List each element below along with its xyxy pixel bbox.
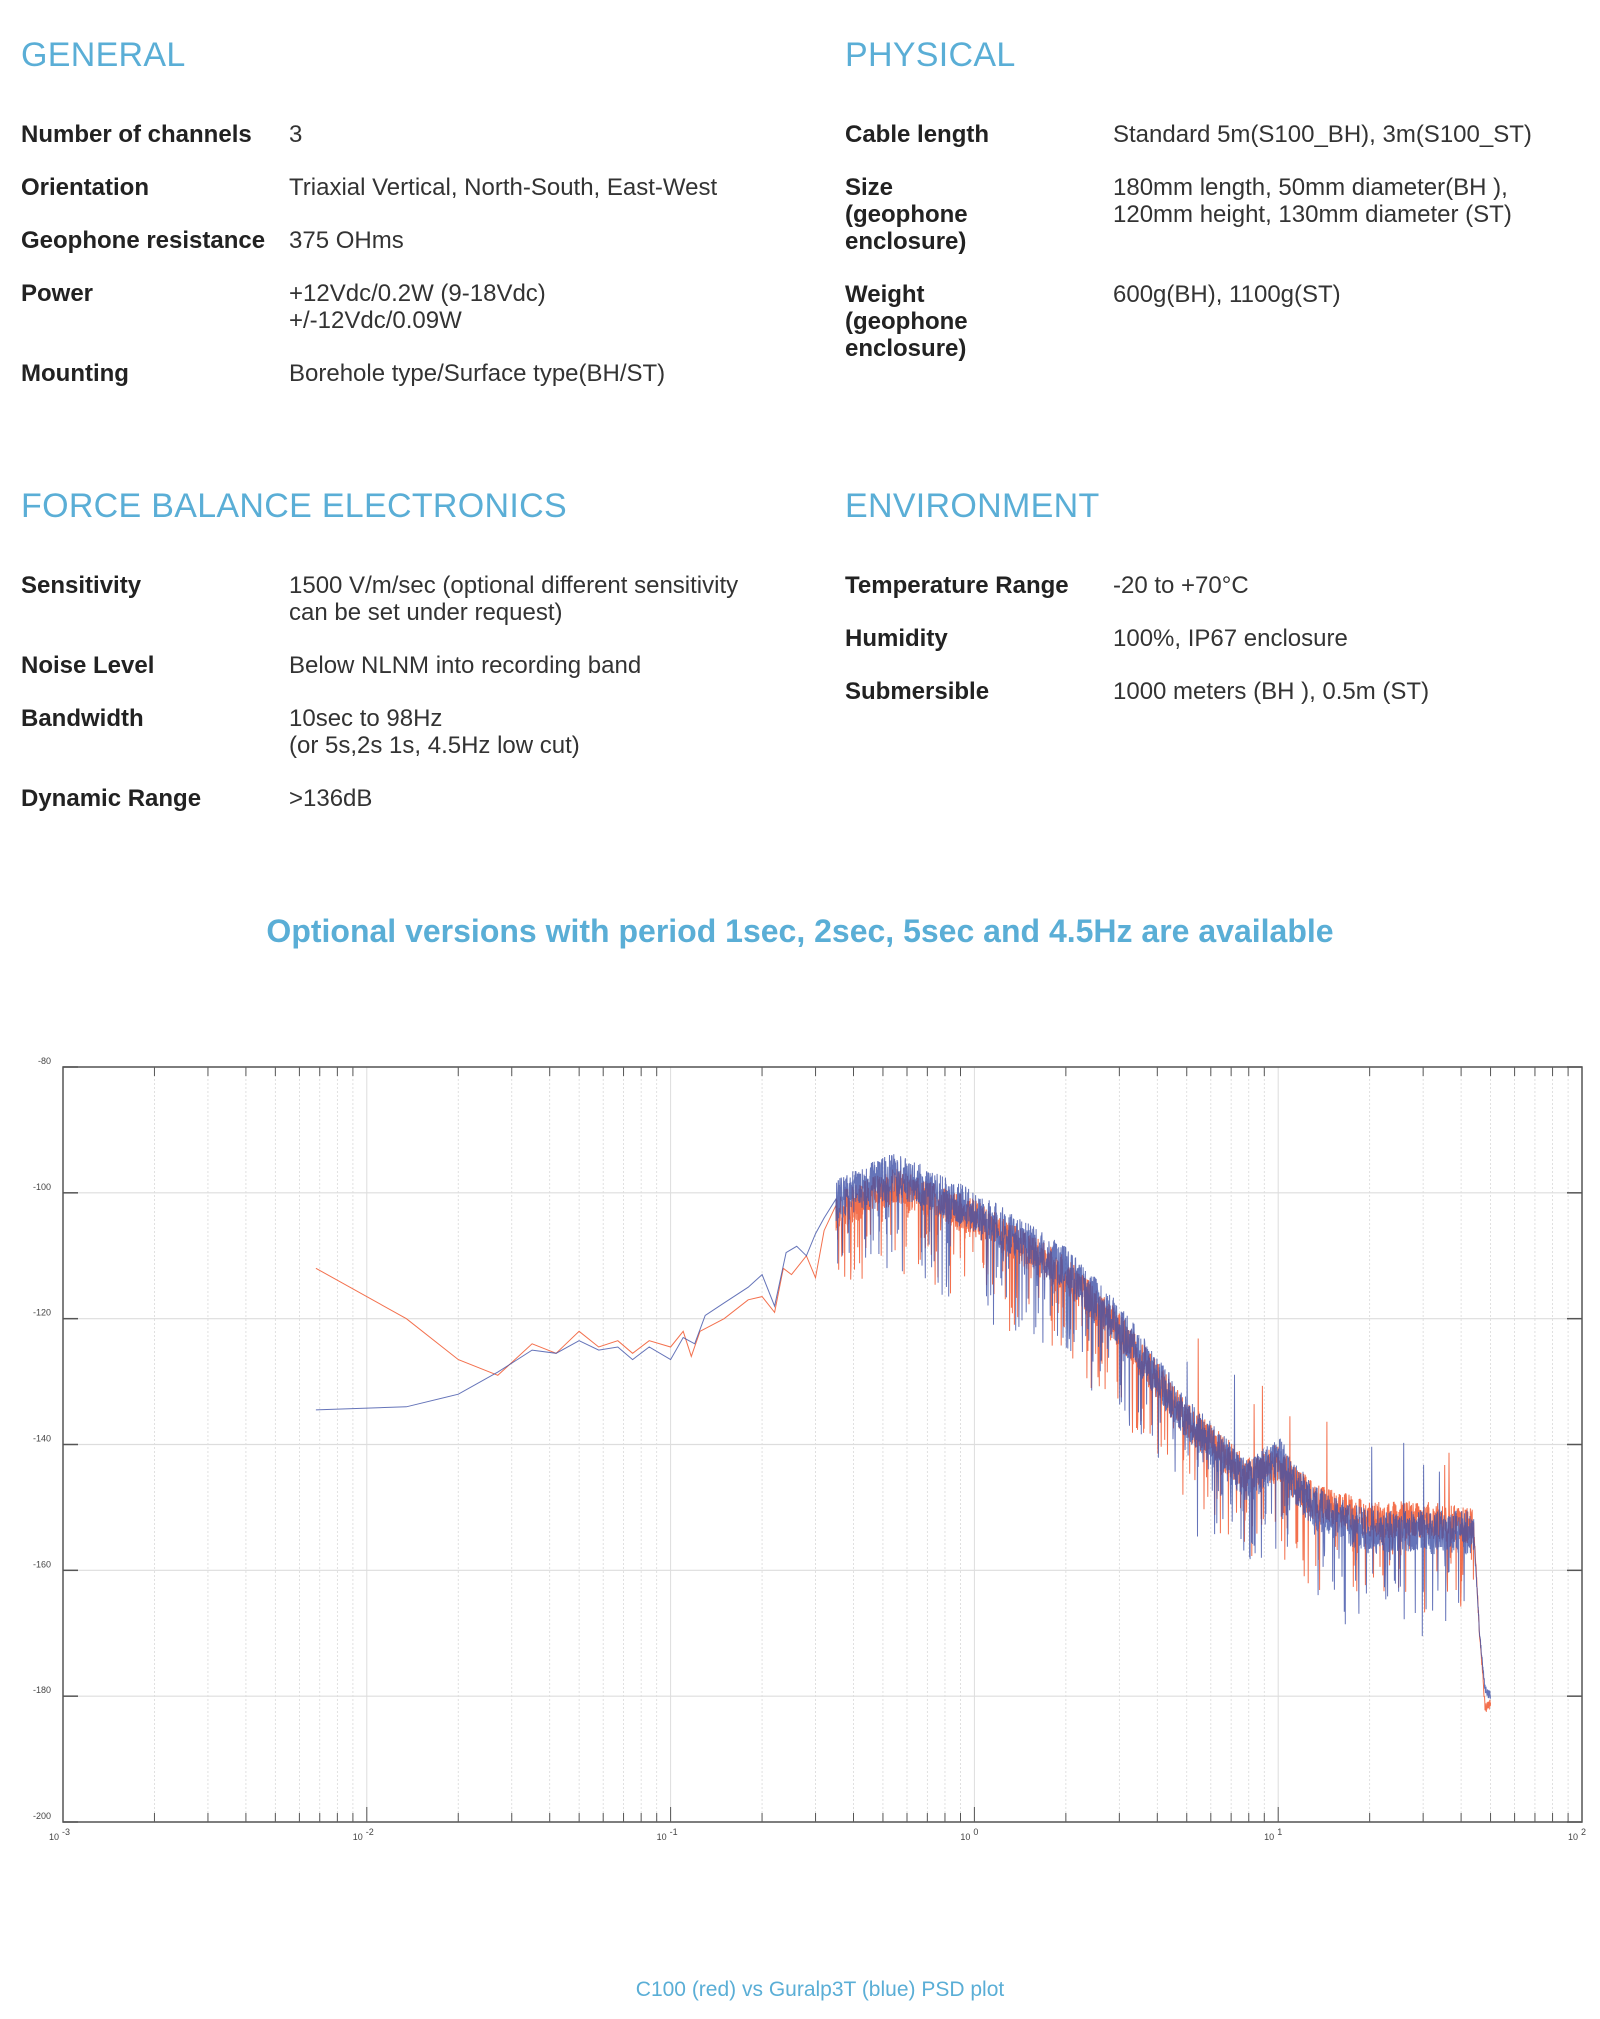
spec-value: -20 to +70°C (1113, 572, 1249, 599)
spec-label: Cable length (845, 121, 990, 148)
spec-label: Sensitivity (21, 572, 142, 599)
x-tick-exponent: 1 (1277, 1827, 1283, 1837)
spec-label: Size (geophone enclosure) (845, 174, 968, 255)
chart-caption: C100 (red) vs Guralp3T (blue) PSD plot (635, 1978, 1005, 2001)
x-tick-label: 10 (352, 1832, 363, 1842)
spec-label: Submersible (845, 678, 990, 705)
spec-row (845, 121, 1600, 148)
x-tick-exponent: 0 (973, 1827, 979, 1837)
general-rows (21, 121, 781, 387)
y-tick-label: -160 (32, 1559, 51, 1570)
environment-rows (845, 572, 1600, 705)
spec-label: Temperature Range (845, 572, 1069, 599)
spec-value: Below NLNM into recording band (289, 652, 642, 679)
y-tick-label: -100 (32, 1181, 51, 1192)
x-tick-label: 10 (1567, 1832, 1578, 1842)
spec-row (845, 572, 1600, 599)
x-tick-exponent: -3 (62, 1827, 71, 1837)
spec-row (21, 785, 781, 812)
spec-value: +12Vdc/0.2W (9-18Vdc) +/-12Vdc/0.09W (289, 280, 546, 334)
spec-value: 180mm length, 50mm diameter(BH ), 120mm height, 130mm diameter (ST) (1113, 174, 1512, 228)
spec-value: 375 OHms (289, 227, 404, 254)
spec-row (845, 678, 1600, 705)
spec-row (845, 625, 1600, 652)
spec-value: Borehole type/Surface type(BH/ST) (289, 360, 666, 387)
spec-value: Standard 5m(S100_BH), 3m(S100_ST) (1113, 121, 1532, 148)
spec-label: Humidity (845, 625, 948, 652)
electronics-rows (21, 572, 781, 812)
spec-value: 1000 meters (BH ), 0.5m (ST) (1113, 678, 1430, 705)
spec-row (21, 280, 781, 334)
y-tick-label: -200 (32, 1811, 51, 1821)
spec-label: Geophone resistance (21, 227, 266, 254)
spec-label: Weight (geophone enclosure) (845, 281, 968, 362)
x-tick-label: 10 (960, 1832, 971, 1842)
spec-label: Dynamic Range (21, 785, 202, 812)
spec-row (21, 227, 781, 254)
y-tick-label: -140 (32, 1433, 51, 1444)
x-tick-label: 10 (1264, 1832, 1275, 1842)
electronics-title: FORCE BALANCE ELECTRONICS (21, 487, 567, 525)
spec-label: Mounting (21, 360, 129, 387)
x-tick-exponent: 2 (1581, 1827, 1587, 1837)
general-section (21, 38, 781, 413)
spec-value: 10sec to 98Hz (or 5s,2s 1s, 4.5Hz low cut) (289, 705, 580, 759)
spec-row (845, 174, 1600, 255)
spec-label: Number of channels (21, 121, 252, 148)
spec-label: Orientation (21, 174, 150, 201)
spec-value: Triaxial Vertical, North-South, East-West (289, 174, 718, 201)
spec-value: 600g(BH), 1100g(ST) (1113, 281, 1341, 308)
psd-chart (0, 1040, 1600, 1860)
x-tick-label: 10 (656, 1832, 667, 1842)
y-tick-label: -180 (32, 1685, 51, 1696)
x-tick-exponent: -1 (669, 1827, 678, 1837)
y-tick-label: -80 (37, 1056, 51, 1066)
spec-label: Noise Level (21, 652, 155, 679)
spec-row (845, 281, 1600, 362)
spec-row (21, 652, 781, 679)
physical-section (845, 38, 1600, 388)
spec-value: 1500 V/m/sec (optional different sensitivity can be set under request) (289, 572, 739, 626)
spec-label: Power (21, 280, 94, 307)
spec-value: >136dB (289, 785, 373, 812)
y-tick-label: -120 (32, 1307, 51, 1318)
environment-title: ENVIRONMENT (845, 487, 1100, 525)
spec-value: 100%, IP67 enclosure (1113, 625, 1348, 652)
spec-label: Bandwidth (21, 705, 144, 732)
spec-row (21, 174, 781, 201)
headline: Optional versions with period 1sec, 2sec, 5sec and 4.5Hz are available (266, 913, 1334, 949)
electronics-section (21, 489, 781, 838)
x-tick-label: 10 (48, 1832, 59, 1842)
spec-row (21, 705, 781, 759)
physical-rows (845, 121, 1600, 362)
physical-title: PHYSICAL (845, 36, 1016, 74)
spec-row (21, 572, 781, 626)
spec-value: 3 (289, 121, 303, 148)
spec-row (21, 121, 781, 148)
environment-section (845, 489, 1600, 731)
general-title: GENERAL (21, 36, 186, 74)
x-tick-exponent: -2 (365, 1827, 374, 1837)
spec-row (21, 360, 781, 387)
